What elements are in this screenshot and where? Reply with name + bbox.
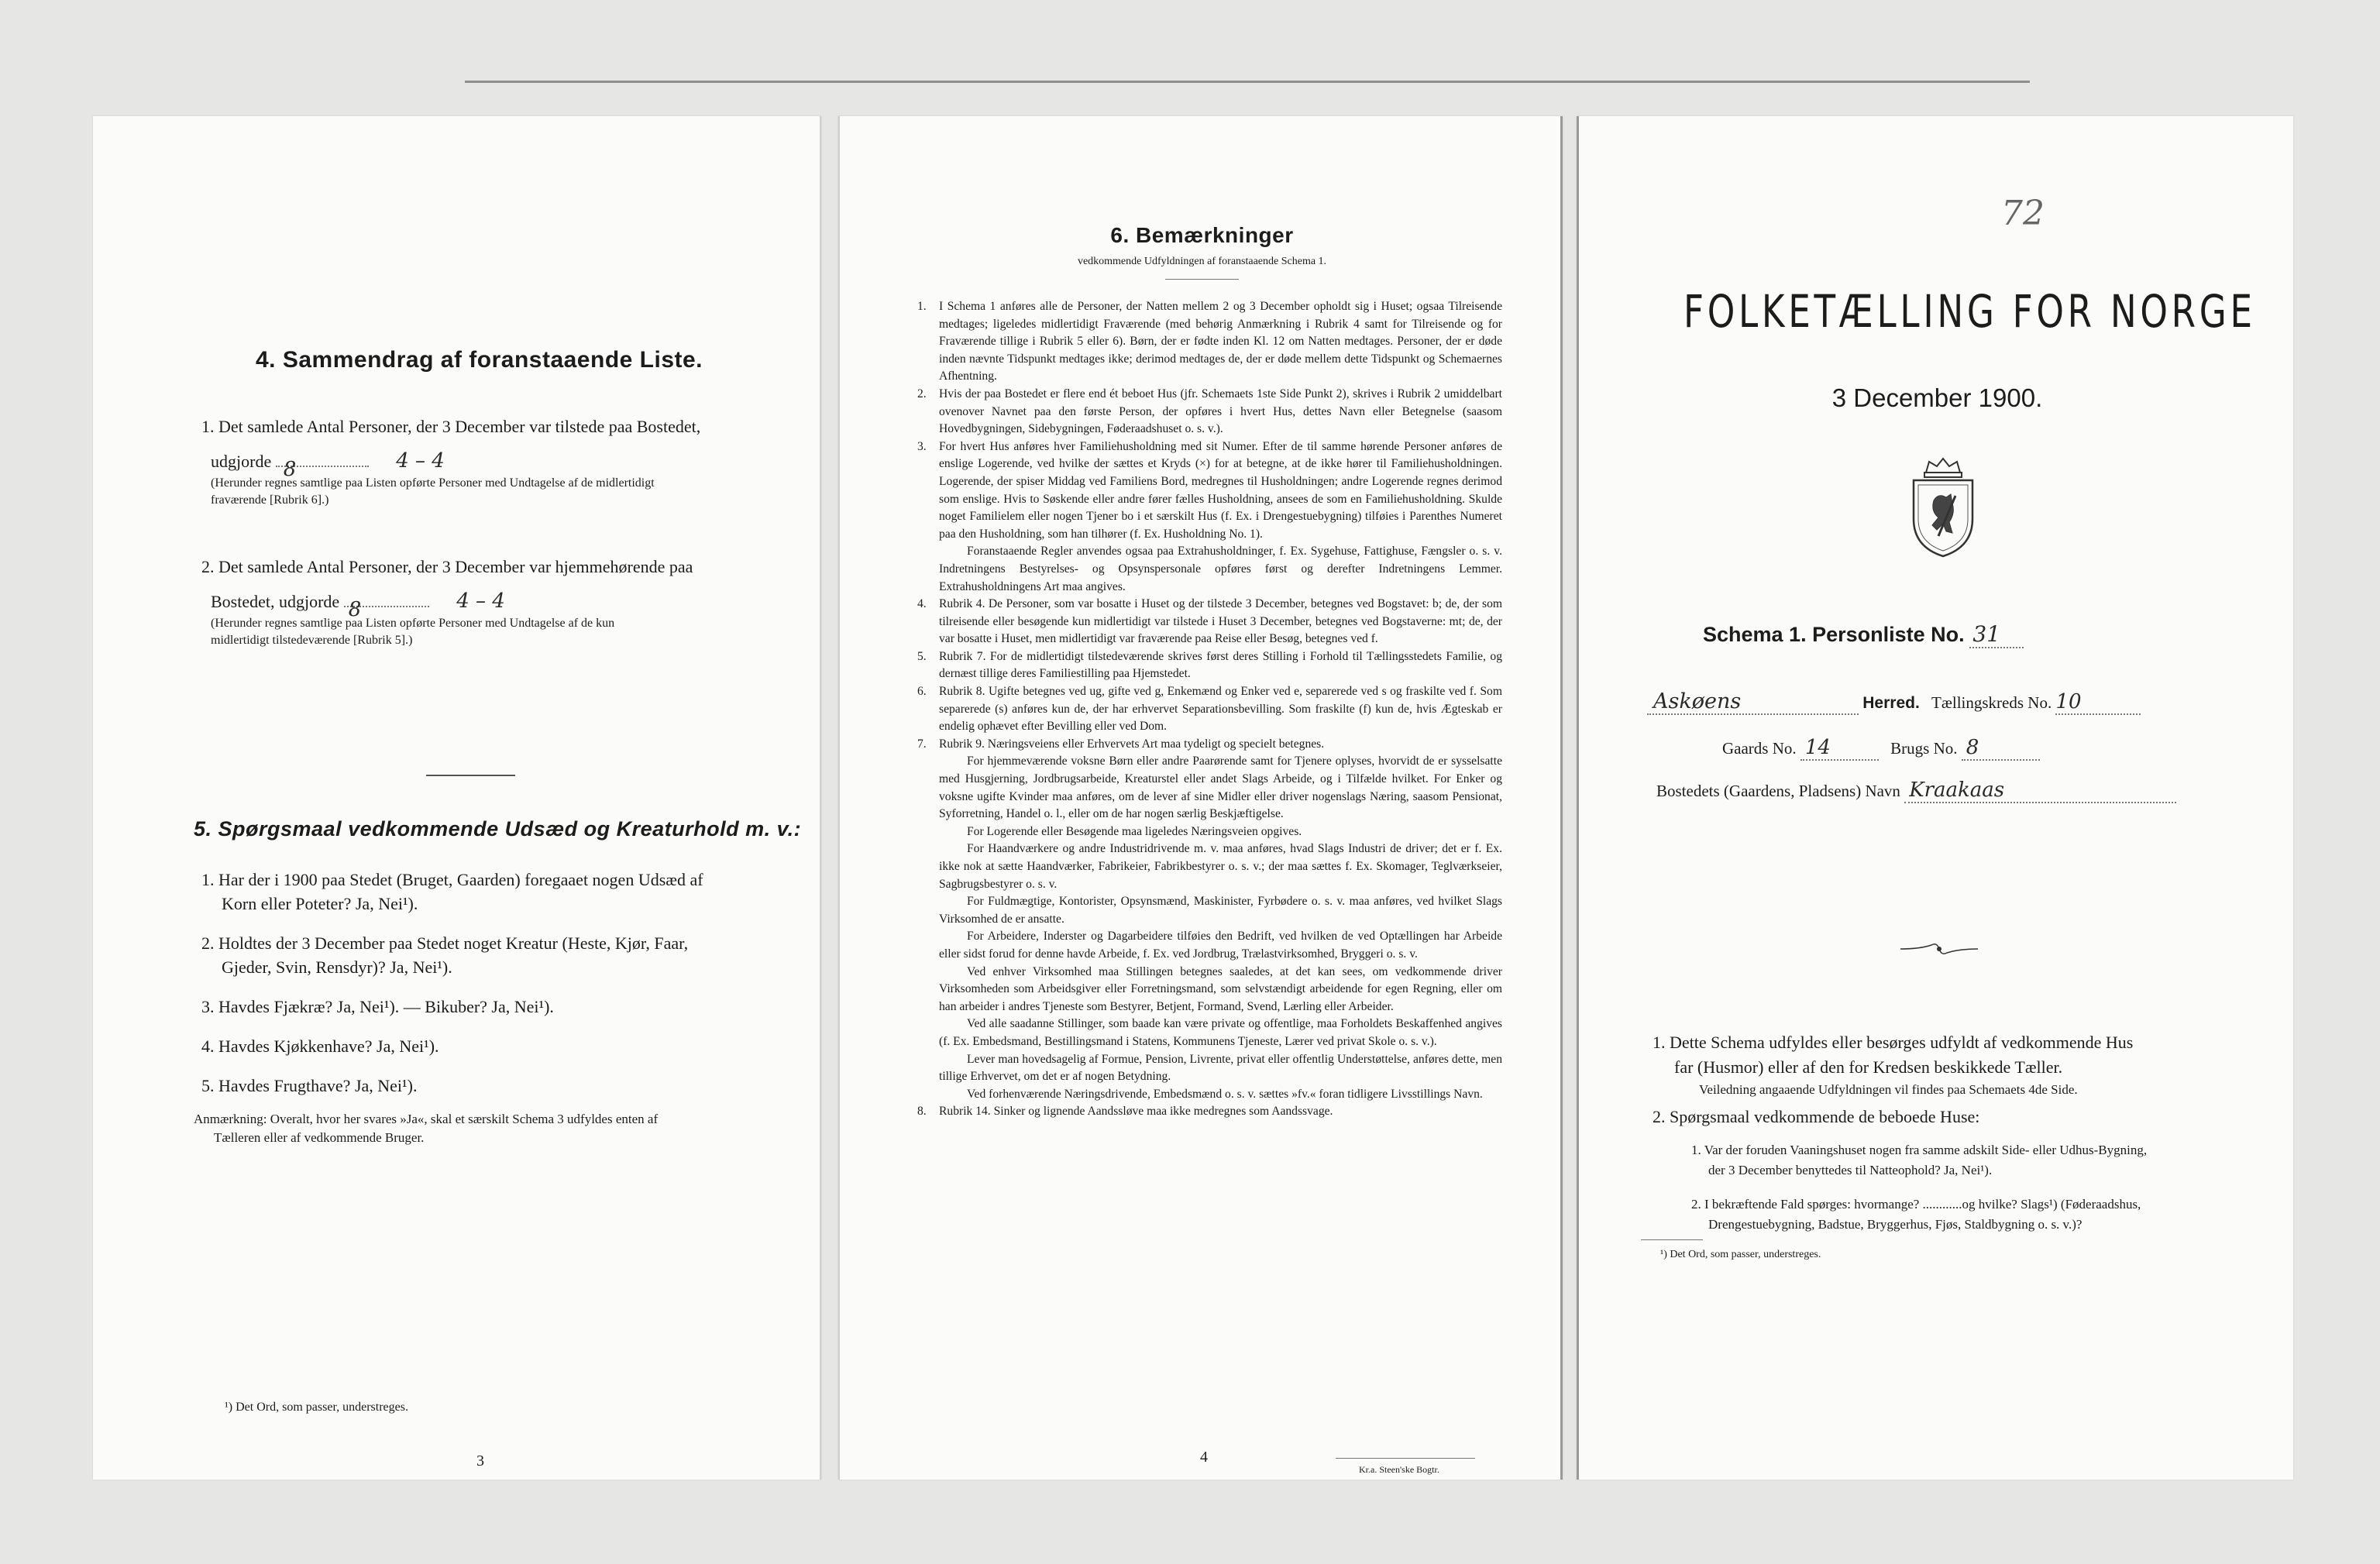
- instruction-1-line1: 1. Dette Schema udfyldes eller besørges udfyldt af vedkommende Hus: [1653, 1033, 2134, 1052]
- kreds-label: Tællingskreds No.: [1931, 693, 2052, 712]
- summary-q2-note-2: midlertidigt tilstedeværende [Rubrik 5].): [211, 634, 413, 647]
- instruction-2-q1-line1: 1. Var der foruden Vaaningshuset nogen fra samme adskilt Side- eller Udhus-Bygning,: [1691, 1143, 2148, 1157]
- instruction-2-q1-line2: der 3 December benyttedes til Natteophold? Ja, Nei¹).: [1708, 1163, 1993, 1177]
- remarks-subtitle: vedkommende Udfyldningen af foranstaaende Schema 1.: [1077, 256, 1327, 267]
- page-number: 4: [1200, 1449, 1208, 1466]
- remark-text: Rubrik 8. Ugifte betegnes ved ug, gifte ved g, Enkemænd og Enker ved e, separerede ved s og fraskilte ved f. Som separerede (s) anføres kun de, der har erhvervet Separationsbevilling. Som fraskilte (f) kun de, hvis Ægteskab er endelig ophævet efter Bevilling eller ved Dom.: [939, 685, 1502, 734]
- remark-text: I Schema 1 anføres alle de Personer, der Natten mellem 2 og 3 December opholdt sig i Huset; ogsaa Tilreisende medtages; ligeledes midlertidigt Fraværende (med behørig Anmærkning i Rubrik 4 samt for Tilreisende og for Fraværende tillige i Rubrik 5 eller 6). Børn, der er fødte inden Kl. 12 om Natten medtages. Personer, der er døde inden nævnte Tidspunkt medtages ikke; derimod medtages de, der er døde mellem dette Tidspunkt og Schemaernes Afhentning.: [939, 300, 1502, 383]
- remark-text: For hjemmeværende voksne Børn eller andre Paarørende samt for Tjenere oplyses, hvorvidt de er sysselsatte med Husgjerning, Jordbrugsarbeide, Kreaturstel eller andet Slags Arbeide, og i Tilfælde hvilket. For Enker og voksne ugifte Kvinder maa anføres, om de lever af sine Midler eller driver nogenslags Næring, saasom Pensionat, Syforretning, Handel o. l., eller om de har nogen særlig Beskjæftigelse.: [939, 755, 1502, 821]
- remark-text: Ved forhenværende Næringsdrivende, Embedsmænd o. s. v. sættes »fv.« foran tidligere Livsstillings Navn.: [967, 1087, 1483, 1101]
- coat-of-arms-icon: [1904, 455, 1982, 560]
- remark-text: For Arbeidere, Inderster og Dagarbeidere tilføies den Bedrift, ved hvilken de ved Optællingen har Arbeide eller sidst forud for denne havde Arbeide, f. Ex. ved Jordbrug, Trælastvirksomhed, Bryggeri o. s. v.: [939, 930, 1502, 961]
- printer-rule: [1336, 1458, 1475, 1459]
- remark-number: 4.: [917, 597, 927, 611]
- remark-number: 3.: [917, 439, 927, 453]
- crop-livestock-questions: [201, 868, 798, 1098]
- remark-text: Rubrik 4. De Personer, som var bosatte i Huset og der tilstede 3 December, betegnes ved Bogstavet: b; de, der som tilreisende eller besøgende kun midlertidigt var tilstede i Huset 3 December, betegnes ved Bogstaverne: mt; de, der var bosatte i Huset, men midlertidigt var fraværende paa Reise eller Besøg, betegnes ved f.: [939, 597, 1502, 646]
- summary-q1-line1: 1. Det samlede Antal Personer, der 3 December var tilstede paa Bostedet,: [201, 417, 701, 436]
- summary-q1-note-2: fraværende [Rubrik 6].): [211, 493, 329, 507]
- remark-item: [917, 840, 1502, 893]
- corner-mark: 72: [2001, 194, 2045, 233]
- remark-item: [917, 736, 1502, 754]
- annotation-line2: Tælleren eller af vedkommende Bruger.: [214, 1130, 425, 1145]
- remark-item: [917, 1016, 1502, 1050]
- question-livestock-line1: 2. Holdtes der 3 December paa Stedet noget Kreatur (Heste, Kjør, Faar,: [201, 933, 689, 953]
- printer-name: Kr.a. Steen'ske Bogtr.: [1359, 1464, 1439, 1475]
- remark-text: Rubrik 14. Sinker og lignende Aandssløve maa ikke medregnes som Aandssvage.: [939, 1105, 1333, 1119]
- gaards-number: 14: [1800, 736, 1879, 761]
- question-poultry-bees: 3. Havdes Fjækræ? Ja, Nei¹). — Bikuber? Ja, Nei¹).: [201, 997, 554, 1016]
- summary-q2-value: 8: [348, 598, 362, 621]
- schema-line: [1703, 621, 2024, 647]
- footnote-rule: [1641, 1239, 1703, 1240]
- question-orchard: 5. Havdes Frugthave? Ja, Nei¹).: [201, 1076, 418, 1095]
- remark-item: [917, 648, 1502, 683]
- remark-number: 2.: [917, 387, 927, 400]
- gaards-line: [1722, 736, 2040, 761]
- ornament-icon: [1897, 939, 1982, 959]
- instruction-1-sub: Veiledning angaaende Udfyldningen vil findes paa Schemaets 4de Side.: [1699, 1082, 2078, 1097]
- remark-item: [917, 386, 1502, 438]
- instruction-2: 2. Spørgsmaal vedkommende de beboede Huse:: [1653, 1107, 1980, 1126]
- schema-label: Schema 1. Personliste No.: [1703, 623, 1965, 646]
- section-4-title: 4. Sammendrag af foranstaaende Liste.: [256, 347, 703, 373]
- bosted-line: [1656, 779, 2176, 803]
- remark-item: [917, 1086, 1502, 1104]
- brugs-number: 8: [1962, 736, 2040, 761]
- section-5-title: 5. Spørgsmaal vedkommende Udsæd og Kreaturhold m. v.:: [194, 817, 802, 840]
- page-right: [1577, 116, 2293, 1480]
- summary-q2-note-1: (Herunder regnes samtlige paa Listen opførte Personer med Undtagelse af de kun: [211, 617, 615, 630]
- summary-q2-line1: 2. Det samlede Antal Personer, der 3 December var hjemmehørende paa: [201, 557, 693, 576]
- census-date: 3 December 1900.: [1831, 383, 2043, 412]
- annotation-note: [194, 1110, 798, 1147]
- remark-item: [917, 893, 1502, 928]
- instruction-1-line2: far (Husmor) eller af den for Kredsen beskikkede Tæller.: [1674, 1057, 2063, 1077]
- herred-label: Herred.: [1862, 694, 1920, 712]
- instructions: [1653, 1030, 2265, 1235]
- remark-number: 7.: [917, 737, 927, 751]
- divider: [426, 775, 515, 776]
- remark-item: [917, 928, 1502, 963]
- remark-text: For hvert Hus anføres hver Familiehusholdning med sit Numer. Efter de til samme hørende Personer anføres de enslige Logerende, ved hvilke der sættes et Kryds (×) for at betegne, at de ikke hører til Familiehusholdningen. Logerende, der spiser Middag ved Familiens Bord, medregnes til Husholdningen; andre Logerende regnes derimod som enslige. Hvis to Søskende eller andre fører fælles Husholdning, ansees de som en Familiehusholdning. Skulde noget Familielem eller nogen Tjener bo i et særskilt Hus (f. Ex. i Drengestuebygning) tilføies i Parenthes Numeret paa den Husholdning, som han tilhører (f. Ex. Husholdning No. 1).: [939, 439, 1502, 541]
- summary-q2-line2: Bostedet, udgjorde: [211, 592, 340, 611]
- remark-text: Ved alle saadanne Stillinger, som baade kan være private og offentlige, maa Forholdets Beskaffenhed angives (f. Ex. Embedsmand, Bestillingsmand i Statens, Kommunens Tjeneste, Lærer ved privat Skole o. s. v.).: [939, 1017, 1502, 1048]
- remark-item: [917, 964, 1502, 1016]
- summary-q1-value: 8: [283, 458, 297, 481]
- page-number: 3: [476, 1452, 484, 1469]
- remark-item: [917, 683, 1502, 736]
- question-livestock-line2: Gjeder, Svin, Rensdyr)? Ja, Nei¹).: [222, 957, 452, 977]
- summary-question-1: [201, 414, 790, 509]
- brugs-label: Brugs No.: [1890, 739, 1958, 758]
- remark-item: [917, 823, 1502, 841]
- remark-text: Rubrik 7. For de midlertidigt tilstedeværende skrives først deres Stilling i Forhold til Tællingsstedets Familie, og dernæst tillige deres Familiestilling paa Hjemstedet.: [939, 649, 1502, 681]
- remark-item: [917, 1103, 1502, 1121]
- bosted-label: Bostedets (Gaardens, Pladsens) Navn: [1656, 782, 1900, 800]
- summary-q1-split: 4 – 4: [396, 449, 445, 473]
- remark-text: Hvis der paa Bostedet er flere end ét beboet Hus (jfr. Schemaets 1ste Side Punkt 2), skrives i Rubrik 2 umiddelbart ovenover Navnet paa den første Person, der opføres i hvert Hus, dettes Navn eller Betegnelse (saasom Hovedbygningen, Sidebygningen, Føderaadshuset o. s. v.).: [939, 387, 1502, 436]
- remark-item: [917, 1051, 1502, 1086]
- summary-q2-split: 4 – 4: [456, 590, 505, 613]
- remark-text: For Logerende eller Besøgende maa ligeledes Næringsveien opgives.: [967, 824, 1302, 838]
- census-title: FOLKETÆLLING FOR NORGE: [1684, 285, 2256, 338]
- page-middle: [838, 116, 1563, 1480]
- remark-text: Lever man hovedsagelig af Formue, Pension, Livrente, privat eller offentlig Understøttelse, anføres dette, men tillige Erhvervet, om det er af nogen Betydning.: [939, 1052, 1502, 1084]
- remark-text: Foranstaaende Regler anvendes ogsaa paa Extrahusholdninger, f. Ex. Sygehuse, Fattighuse, Fængsler o. s. v. Indretningens Bestyrelses- og Opsynspersonale opføres først og derefter Indretningens Lemmer. Extrahusholdningens Art maa angives.: [939, 545, 1502, 593]
- remark-text: For Haandværkere og andre Industridrivende m. v. maa anføres, hvad Slags Industri de driver; det er f. Ex. ikke nok at sætte Haandværker, Fabrikeier, Fabrikbestyrer o. s. v.; der maa sættes f. Ex. Skomager, Teglværkseier, Sagbrugsbestyrer o. s. v.: [939, 842, 1502, 891]
- remark-number: 1.: [917, 300, 927, 313]
- question-kitchen-garden: 4. Havdes Kjøkkenhave? Ja, Nei¹).: [201, 1036, 439, 1056]
- summary-q1-line2: udgjorde: [211, 452, 272, 471]
- question-sowing-line2: Korn eller Poteter? Ja, Nei¹).: [222, 894, 418, 913]
- instruction-2-q2-line2: Drengestuebygning, Badstue, Bryggerhus, Fjøs, Staldbygning o. s. v.)?: [1708, 1217, 2082, 1232]
- footnote: ¹) Det Ord, som passer, understreges.: [225, 1401, 408, 1414]
- remark-number: 6.: [917, 685, 927, 699]
- herred-line: [1647, 689, 2275, 715]
- remark-text: For Fuldmægtige, Kontorister, Opsynsmænd, Maskinister, Fyrbødere o. s. v. maa anføres, ved hvilket Slags Virksomhed de er ansatte.: [939, 895, 1502, 926]
- bosted-value: Kraakaas: [1904, 779, 2176, 803]
- remark-number: 8.: [917, 1105, 927, 1119]
- top-edge-line: [465, 81, 2030, 83]
- remarks-title: 6. Bemærkninger: [1110, 223, 1294, 247]
- footnote: ¹) Det Ord, som passer, understreges.: [1660, 1249, 1821, 1260]
- remark-item: [917, 438, 1502, 544]
- remark-item: [917, 543, 1502, 596]
- question-sowing-line1: 1. Har der i 1900 paa Stedet (Bruget, Gaarden) foregaaet nogen Udsæd af: [201, 870, 703, 889]
- personliste-number: 31: [1969, 621, 2024, 648]
- remark-item: [917, 753, 1502, 823]
- summary-question-2: [201, 555, 790, 649]
- remark-text: Rubrik 9. Næringsveiens eller Erhvervets Art maa tydeligt og specielt betegnes.: [939, 737, 1325, 751]
- herred-value: Askøens: [1647, 689, 1859, 715]
- kreds-number: 10: [2055, 690, 2141, 715]
- remarks-list: [917, 298, 1502, 1121]
- remarks-divider: [1165, 279, 1239, 280]
- instruction-2-q2-line1: 2. I bekræftende Fald spørges: hvormange? ............og hvilke? Slags¹) (Føderaadshus,: [1691, 1197, 2141, 1212]
- page-left: [93, 116, 821, 1480]
- remark-item: [917, 596, 1502, 648]
- remark-item: [917, 298, 1502, 386]
- annotation-line1: Anmærkning: Overalt, hvor her svares »Ja«, skal et særskilt Schema 3 udfyldes enten af: [194, 1112, 659, 1126]
- summary-q1-note-1: (Herunder regnes samtlige paa Listen opførte Personer med Undtagelse af de midlertidigt: [211, 476, 655, 490]
- remark-text: Ved enhver Virksomhed maa Stillingen betegnes saaledes, at det kan sees, om vedkommende driver Virksomheden som Arbeidsgiver eller Forretningsmand, som selvstændigt arbeidende for egen Regning, eller om han arbeider i andres Tjeneste som Bestyrer, Betjent, Formand, Svend, Lærling eller Arbeider.: [939, 964, 1502, 1013]
- gaards-label: Gaards No.: [1722, 739, 1797, 758]
- remark-number: 5.: [917, 649, 927, 663]
